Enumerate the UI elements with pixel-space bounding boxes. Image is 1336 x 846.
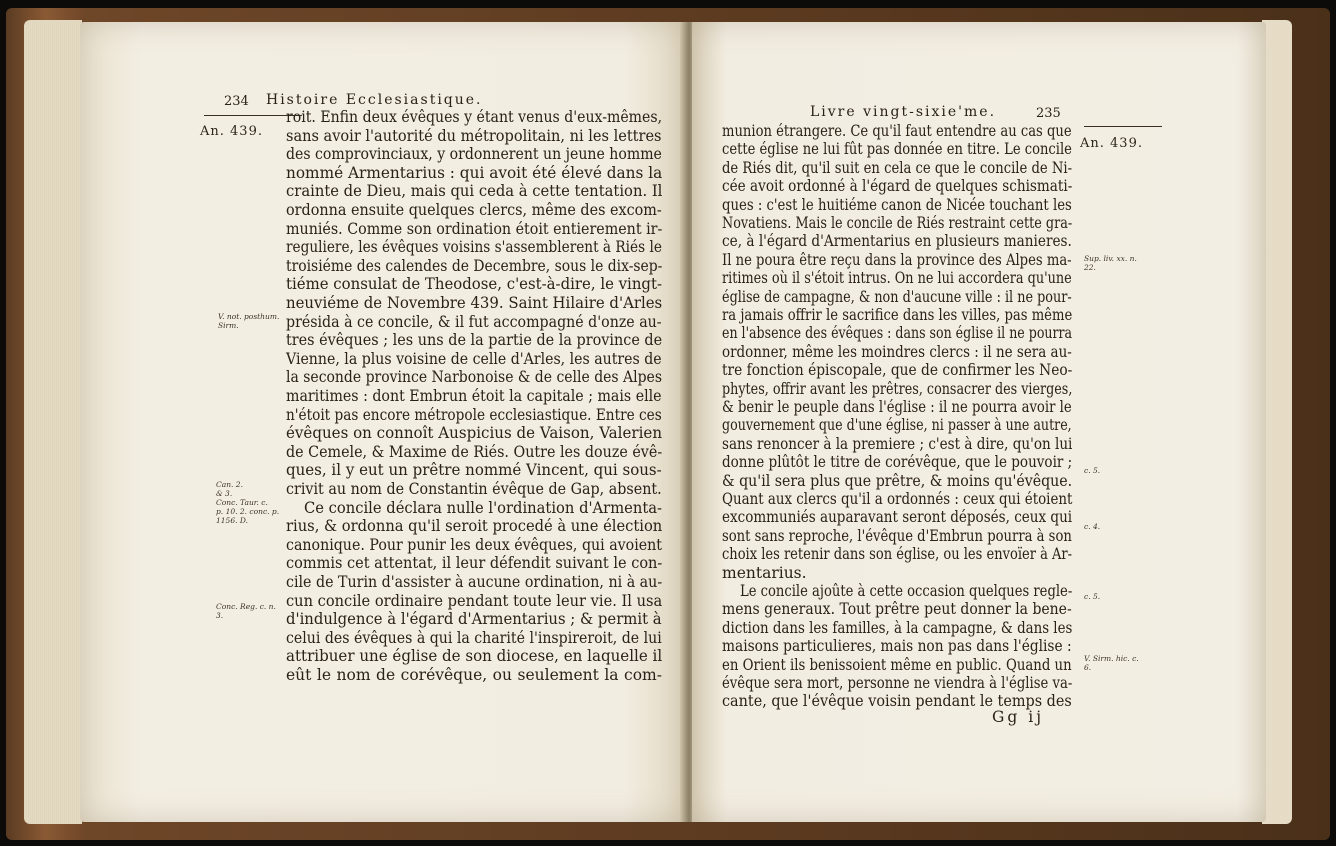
margin-note: V. not. posthum. [218, 312, 280, 321]
text-line: sont sans reproche, l'évêque d'Embrun pourra à son [722, 526, 1072, 545]
text-line: roit. Enfin deux évêques y étant venus d'eux-mêmes, [286, 108, 663, 126]
text-line: sans avoir l'autorité du métropolitain, ni les lettres [286, 126, 662, 145]
text-line: tre fonction épiscopale, que de confirmer les Neo- [722, 361, 1073, 380]
left-running-head: Histoire Ecclesiastique. [266, 92, 483, 108]
text-line: maritimes : dont Embrun étoit la capitale ; mais elle [286, 387, 662, 405]
text-line: crainte de Dieu, mais qui ceda à cette tentation. Il [286, 182, 663, 201]
text-line: ordonna ensuite quelques clercs, même des excom- [286, 201, 662, 219]
text-line: ordonner, même les moindres clercs : il ne sera au- [722, 342, 1072, 361]
text-line: nommé Armentarius : qui avoit été élevé dans la [286, 163, 663, 182]
margin-note: & 3. [216, 489, 233, 498]
text-line: crivit au nom de Constantin évêque de Gap, absent. [286, 480, 662, 498]
text-line: phytes, offrir avant les prêtres, consacrer des vierges, [722, 379, 1073, 398]
text-line: évêque sera mort, personne ne viendra à l'église va- [722, 674, 1073, 692]
right-page-edges [1262, 20, 1292, 824]
right-page [692, 22, 1266, 822]
margin-note: Sirm. [218, 321, 239, 330]
margin-note: 3. [216, 611, 224, 620]
text-line: mentarius. [722, 563, 807, 582]
text-line: reguliere, les évêques voisins s'assemblerent à Riés le [286, 238, 662, 257]
text-line: muniés. Comme son ordination étoit entierement ir- [286, 219, 663, 238]
text-line: tres évêques ; les uns de la partie de la province de [286, 331, 663, 350]
margin-note: c. 4. [1084, 522, 1101, 531]
margin-note: Sup. liv. xx. n. [1084, 254, 1137, 263]
text-line: troisiéme des calendes de Decembre, sous le dix-sep- [286, 256, 663, 275]
text-line: & qu'il sera plus que prêtre, & moins qu'évêque. [722, 471, 1073, 490]
text-line: Quant aux clercs qu'il a ordonnés : ceux qui étoient [722, 490, 1073, 508]
text-line: celui des évêques à qui la charité l'inspireroit, de lui [286, 628, 662, 647]
margin-note: Can. 2. [216, 480, 243, 489]
text-line: & benir le peuple dans l'église : il ne pourra avoir le [722, 398, 1072, 416]
text-line: excommuniés auparavant seront déposés, ceux qui [722, 508, 1073, 527]
margin-note: c. 5. [1084, 466, 1101, 475]
text-line: ra jamais offrir le sacrifice dans les villes, pas même [722, 306, 1073, 324]
text-line: neuviéme de Novembre 439. Saint Hilaire d'Arles [286, 294, 663, 312]
text-line: rius, & ordonna qu'il seroit procedé à une élection [286, 517, 663, 536]
text-line: des comprovinciaux, y ordonnerent un jeune homme [286, 145, 662, 164]
right-page-number: 235 [1036, 106, 1061, 121]
text-line: Vienne, la plus voisine de celle d'Arles, les autres de [286, 349, 662, 368]
text-line: évêques on connoît Auspicius de Vaison, Valerien [286, 424, 663, 443]
text-line: sans renoncer à la premiere ; c'est à dire, qu'on lui [722, 434, 1073, 453]
text-line: cette église ne lui fût pas donnée en titre. Le concile [722, 140, 1072, 159]
text-line: de Cemele, & Maxime de Riés. Outre les douze évê- [286, 442, 663, 461]
text-line: Le concile ajoûte à cette occasion quelques regle- [740, 582, 1073, 600]
text-line: cun concile ordinaire pendant toute leur vie. Il usa [286, 591, 663, 610]
text-line: canonique. Pour punir les deux évêques, qui avoient [286, 535, 662, 554]
text-line: eût le nom de corévêque, ou seulement la com- [286, 666, 662, 684]
text-line: cée avoit ordonné à l'égard de quelques schismati- [722, 177, 1073, 196]
text-line: ques : c'est le huitiéme canon de Nicée touchant les [722, 195, 1072, 214]
text-line: Ce concile déclara nulle l'ordination d'Armenta- [304, 498, 663, 517]
margin-note: 1156. D. [216, 516, 248, 525]
text-line: d'indulgence à l'égard d'Armentarius ; & permit à [286, 610, 662, 629]
text-line: ce, à l'égard d'Armentarius en plusieurs manieres. [722, 232, 1072, 251]
text-line: choix les retenir dans son église, ou les envoïer à Ar- [722, 545, 1073, 564]
left-page [80, 22, 684, 822]
text-line: de Riés dit, qu'il suit en cela ce que le concile de Ni- [722, 158, 1073, 177]
left-page-number: 234 [224, 94, 249, 109]
text-line: en Orient ils benissoient même en public. Quand un [722, 655, 1072, 674]
text-line: mens generaux. Tout prêtre peut donner la bene- [722, 600, 1072, 619]
margin-note: 22. [1084, 263, 1096, 272]
text-line: diction dans les familles, à la campagne, & dans les [722, 618, 1073, 637]
margin-note: p. 10. 2. conc. p. [216, 507, 280, 516]
margin-note: 6. [1084, 663, 1092, 672]
text-line: la seconde province Narbonoise & de celle des Alpes [286, 368, 662, 387]
text-line: donne plûtôt le titre de corévêque, que le pouvoir ; [722, 453, 1073, 472]
margin-note: c. 5. [1084, 592, 1101, 601]
signature-mark: Gg ij [992, 708, 1044, 726]
text-line: ques, il y eut un prêtre nommé Vincent, qui sous- [286, 461, 662, 480]
margin-note: Conc. Reg. c. n. [216, 602, 276, 611]
margin-note: Conc. Taur. c. [216, 498, 268, 507]
text-line: gouvernement que d'une église, ni passer à une autre, [722, 416, 1072, 435]
margin-note: V. Sirm. hic. c. [1084, 654, 1139, 663]
text-line: n'étoit pas encore métropole ecclesiastique. Entre ces [286, 405, 662, 424]
right-running-head: Livre vingt-sixie'me. [810, 104, 997, 120]
text-line: cante, que l'évêque voisin pendant le temps des [722, 692, 1072, 711]
text-line: ritimes où il s'étoit intrus. On ne lui accordera qu'une [722, 269, 1072, 288]
text-line: maisons particulieres, mais non pas dans l'église : [722, 637, 1072, 656]
text-line: présida à ce concile, & il fut accompagné d'onze au- [286, 312, 662, 331]
text-line: Il ne poura être reçu dans la province des Alpes ma- [722, 250, 1072, 269]
text-line: attribuer une église de son diocese, en laquelle il [286, 647, 663, 666]
text-line: en l'absence des évêques : dans son église il ne pourra [722, 324, 1073, 343]
right-year-marker: An. 439. [1080, 136, 1143, 151]
text-line: église de campagne, & non d'aucune ville : il ne pour- [722, 287, 1072, 306]
text-line: commis cet attentat, il leur défendit suivant le con- [286, 554, 663, 573]
right-year-rule [1084, 126, 1162, 127]
left-page-edges [24, 20, 82, 824]
text-line: munion étrangere. Ce qu'il faut entendre au cas que [722, 122, 1072, 140]
text-line: Novatiens. Mais le concile de Riés restraint cette gra- [722, 214, 1073, 232]
left-year-marker: An. 439. [200, 124, 263, 139]
text-line: tiéme consulat de Theodose, c'est-à-dire, le vingt- [286, 275, 662, 294]
text-line: cile de Turin d'assister à aucune ordination, ni à au- [286, 573, 663, 591]
